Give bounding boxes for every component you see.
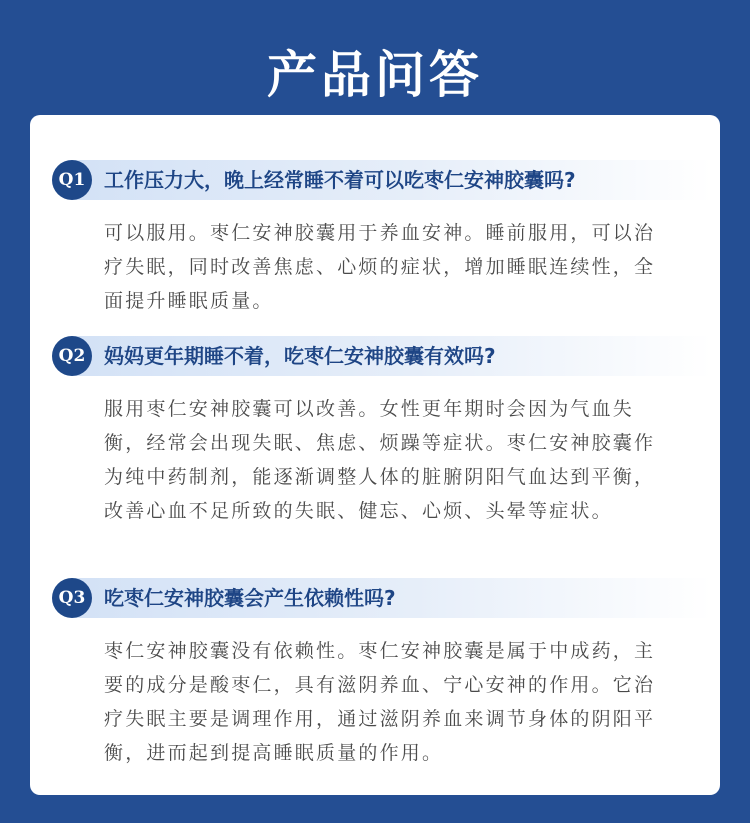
page-title: 产品问答 (267, 45, 483, 104)
answer-text: 服用枣仁安神胶囊可以改善。女性更年期时会因为气血失衡，经常会出现失眠、焦虑、烦躁等症状。枣仁安神胶囊作为纯中药制剂，能逐渐调整人体的脏腑阴阳气血达到平衡，改善心血不足所致的失眠、健忘、心烦、头晕等症状。 (104, 398, 656, 522)
qa-item-1 (52, 160, 712, 318)
answer-text: 枣仁安神胶囊没有依赖性。枣仁安神胶囊是属于中成药，主要的成分是酸枣仁，具有滋阴养血、宁心安神的作用。它治疗失眠主要是调理作用，通过滋阴养血来调节身体的阴阳平衡，进而起到提高睡眠质量的作用。 (104, 640, 656, 764)
qa-item-3 (52, 578, 712, 770)
question-bar (52, 578, 712, 618)
qa-card (30, 115, 720, 795)
question-bar (52, 336, 712, 376)
qa-item-2 (52, 336, 712, 528)
question-text: 吃枣仁安神胶囊会产生依赖性吗? (104, 586, 396, 610)
answer-text: 可以服用。枣仁安神胶囊用于养血安神。睡前服用，可以治疗失眠，同时改善焦虑、心烦的症状，增加睡眠连续性，全面提升睡眠质量。 (104, 222, 656, 312)
question-badge: Q3 (52, 578, 92, 618)
question-badge: Q1 (52, 160, 92, 200)
question-bar (52, 160, 712, 200)
question-badge: Q2 (52, 336, 92, 376)
question-text: 妈妈更年期睡不着，吃枣仁安神胶囊有效吗? (104, 344, 496, 368)
question-text: 工作压力大，晚上经常睡不着可以吃枣仁安神胶囊吗? (104, 168, 576, 192)
